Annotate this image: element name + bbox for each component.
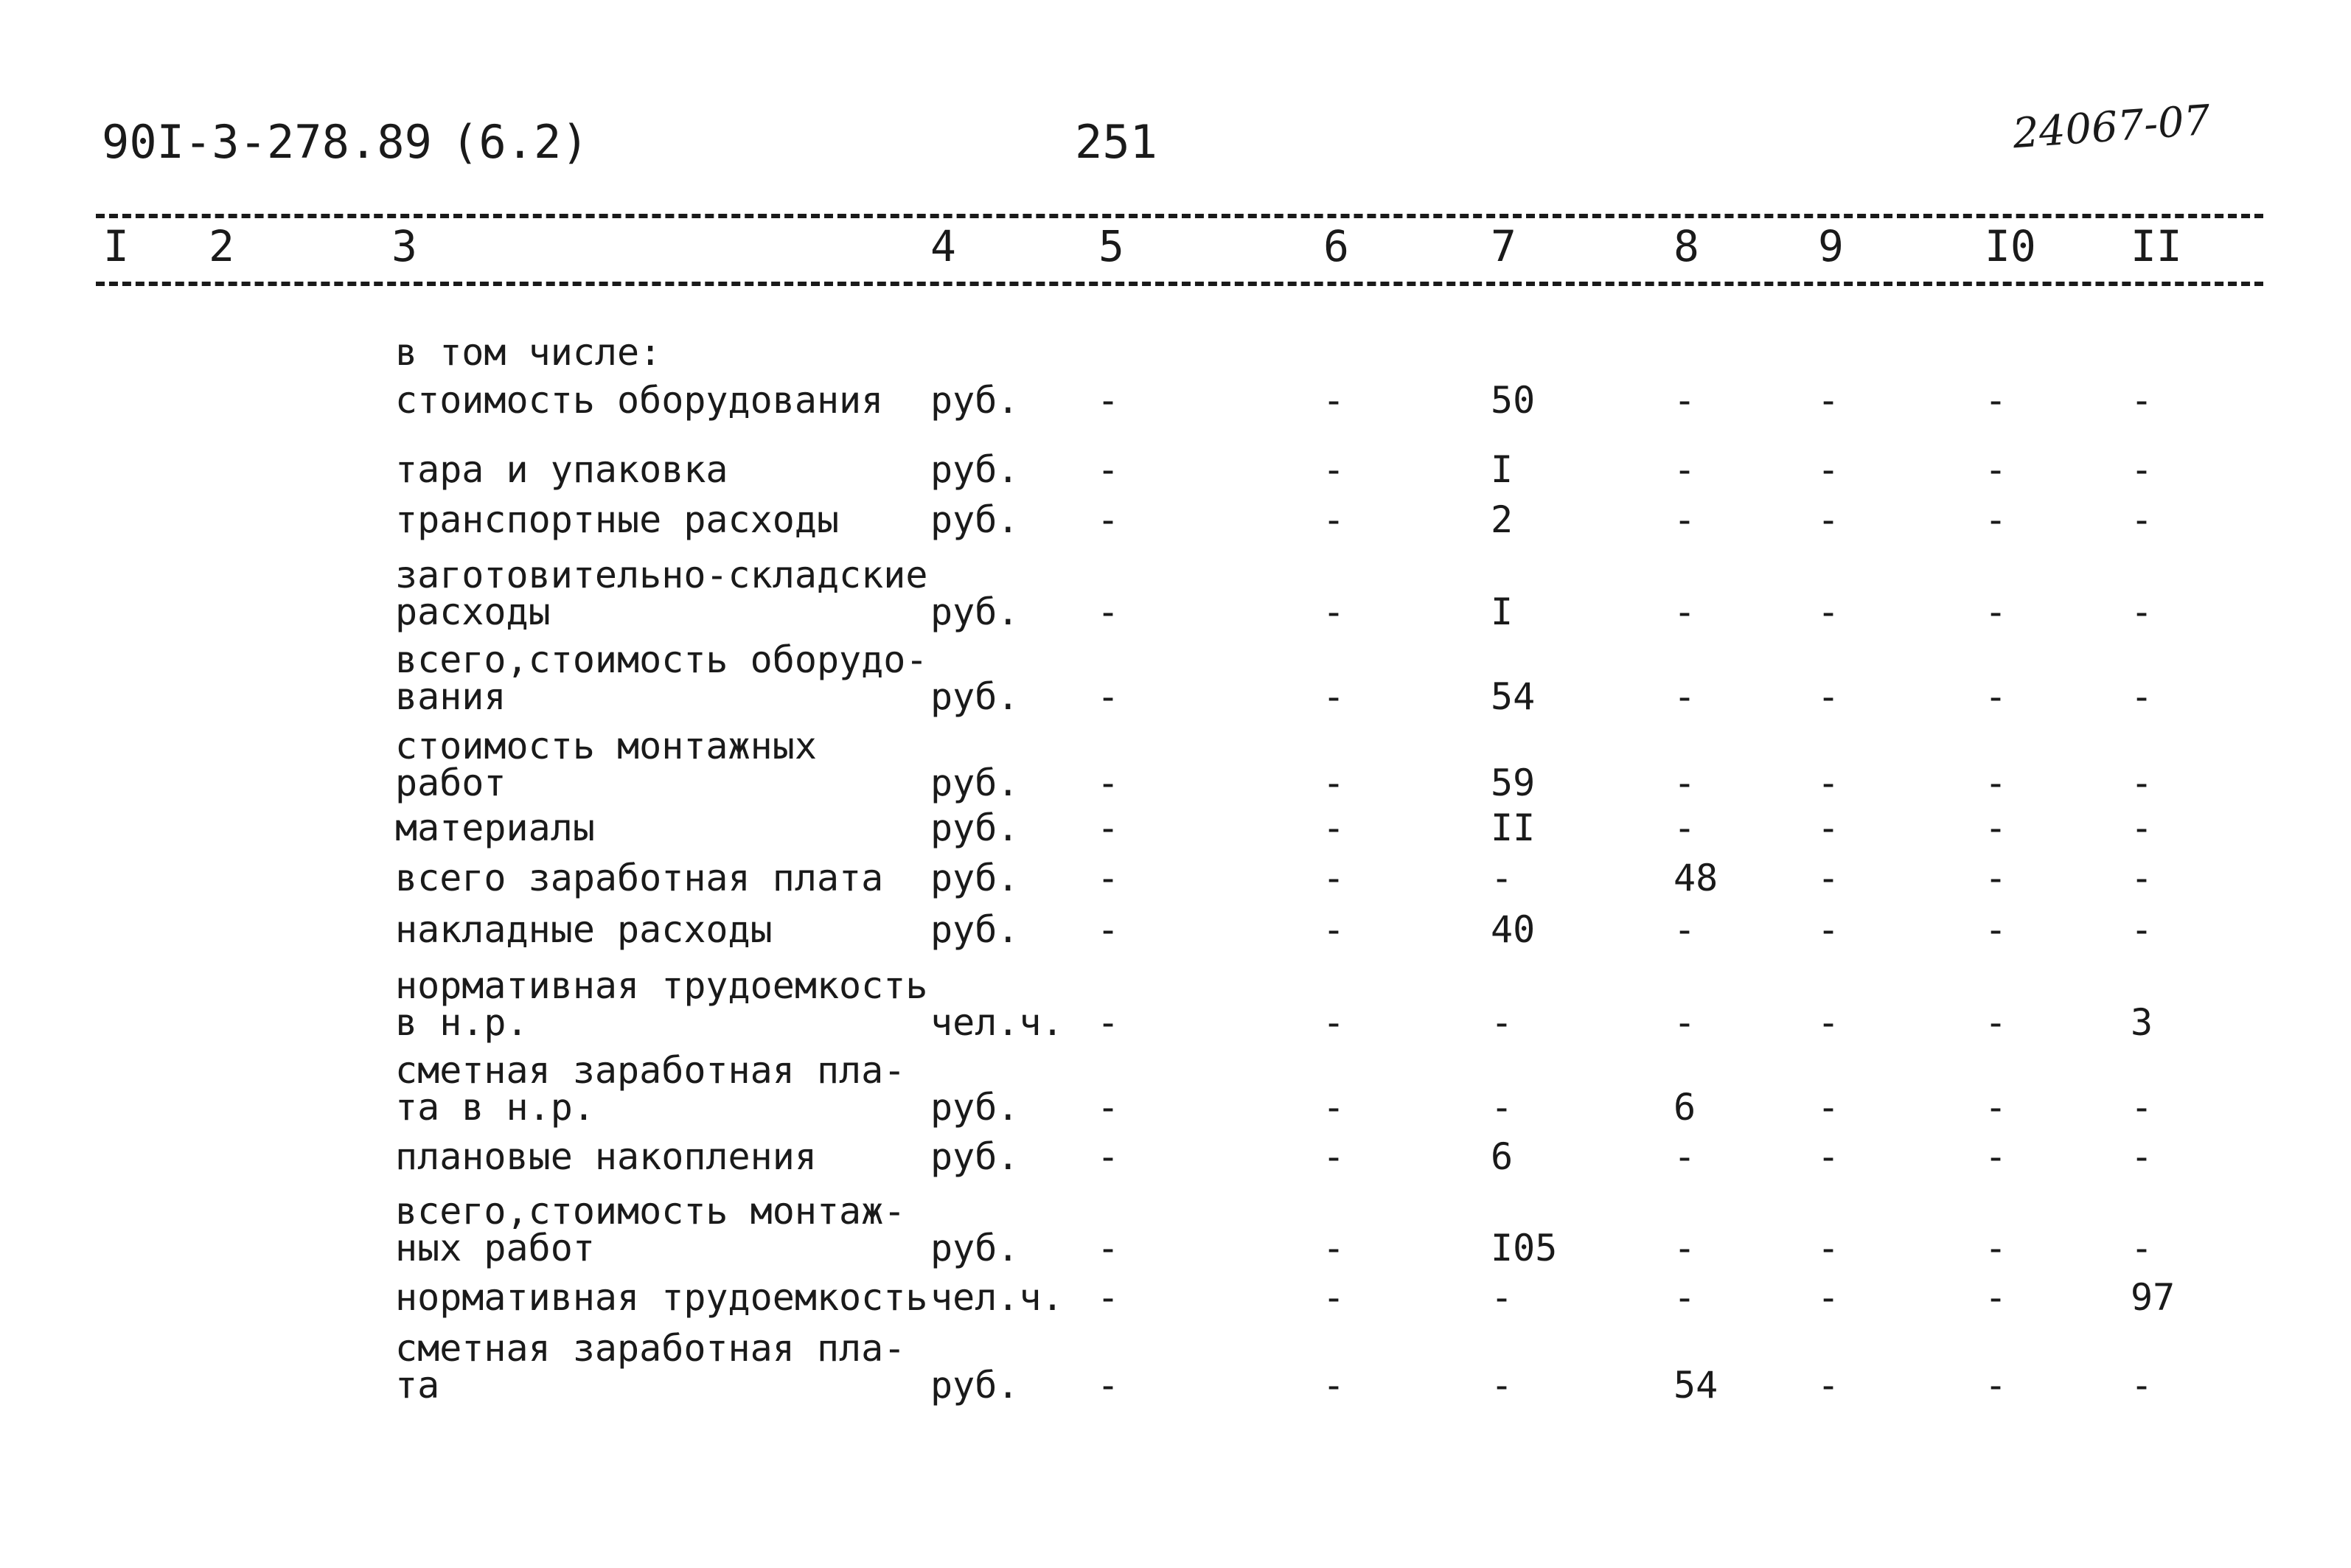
column-number-4: 4 <box>930 221 956 271</box>
value-cell-6: - <box>1323 675 1345 718</box>
value-cell-8: - <box>1673 590 1696 633</box>
unit-cell: руб. <box>930 806 1020 849</box>
value-cell-7: - <box>1491 857 1514 899</box>
column-number-1: I <box>103 221 129 271</box>
value-cell-7: 2 <box>1491 498 1514 541</box>
value-cell-8: - <box>1673 1001 1696 1044</box>
unit-cell: руб. <box>930 762 1020 804</box>
value-cell-7: - <box>1491 1086 1514 1129</box>
row-label <box>395 857 884 899</box>
value-cell-8: - <box>1673 908 1696 951</box>
value-cell-10: - <box>1985 1086 2007 1129</box>
value-cell-10: - <box>1985 1276 2007 1319</box>
value-cell-6: - <box>1323 857 1345 899</box>
row-label <box>395 806 595 849</box>
column-number-6: 6 <box>1323 221 1349 271</box>
handwritten-note: 24067-07 <box>2011 96 2212 158</box>
value-cell-6: - <box>1323 1001 1345 1044</box>
value-cell-10: - <box>1985 448 2007 491</box>
value-cell-8: 54 <box>1673 1364 1718 1407</box>
value-cell-8: - <box>1673 498 1696 541</box>
value-cell-10: - <box>1985 908 2007 951</box>
row-label-line: всего,стоимость монтаж- <box>395 1190 906 1233</box>
row-label <box>395 1276 928 1319</box>
row-label-line: та в н.р. <box>395 1086 595 1129</box>
value-cell-11: - <box>2131 1227 2153 1269</box>
row-label-line: всего заработная плата <box>395 857 884 899</box>
row-label-line: плановые накопления <box>395 1135 817 1178</box>
value-cell-11: - <box>2131 498 2153 541</box>
value-cell-9: - <box>1817 379 1840 422</box>
value-cell-8: - <box>1673 1135 1696 1178</box>
row-label-line: накладные расходы <box>395 908 773 951</box>
unit-cell: руб. <box>930 1086 1020 1129</box>
value-cell-10: - <box>1985 1227 2007 1269</box>
value-cell-9: - <box>1817 857 1840 899</box>
row-label-line: заготовительно-складские <box>395 554 928 596</box>
value-cell-7: - <box>1491 1364 1514 1407</box>
value-cell-9: - <box>1817 806 1840 849</box>
value-cell-6: - <box>1323 806 1345 849</box>
column-number-9: 9 <box>1818 221 1844 271</box>
value-cell-6: - <box>1323 498 1345 541</box>
row-label <box>395 448 728 491</box>
unit-cell: руб. <box>930 857 1020 899</box>
value-cell-11: - <box>2131 806 2153 849</box>
header-rule <box>96 282 2263 286</box>
row-label-line: нормативная трудоемкость <box>395 1276 928 1319</box>
top-rule <box>96 214 2263 218</box>
value-cell-9: - <box>1817 1135 1840 1178</box>
row-label-line: расходы <box>395 590 551 633</box>
row-label-line: в н.р. <box>395 1001 529 1044</box>
row-label <box>395 1190 906 1269</box>
row-label-line: работ <box>395 762 506 804</box>
row-label <box>395 498 840 541</box>
value-cell-6: - <box>1323 1276 1345 1319</box>
value-cell-7: - <box>1491 1276 1514 1319</box>
value-cell-5: - <box>1097 762 1120 804</box>
row-label <box>395 725 817 804</box>
unit-cell: руб. <box>930 908 1020 951</box>
row-label <box>395 1049 906 1129</box>
value-cell-8: - <box>1673 448 1696 491</box>
unit-cell: руб. <box>930 590 1020 633</box>
value-cell-10: - <box>1985 857 2007 899</box>
page-number: 251 <box>1075 115 1157 169</box>
value-cell-5: - <box>1097 448 1120 491</box>
unit-cell: руб. <box>930 675 1020 718</box>
row-label <box>395 1327 906 1407</box>
value-cell-10: - <box>1985 590 2007 633</box>
row-label-line: материалы <box>395 806 595 849</box>
value-cell-9: - <box>1817 498 1840 541</box>
value-cell-7: I <box>1491 448 1514 491</box>
row-label-line: ных работ <box>395 1227 595 1269</box>
value-cell-9: - <box>1817 908 1840 951</box>
value-cell-11: - <box>2131 675 2153 718</box>
value-cell-5: - <box>1097 590 1120 633</box>
column-number-2: 2 <box>209 221 234 271</box>
value-cell-11: - <box>2131 448 2153 491</box>
value-cell-9: - <box>1817 590 1840 633</box>
column-number-7: 7 <box>1491 221 1516 271</box>
value-cell-7: 50 <box>1491 379 1536 422</box>
value-cell-5: - <box>1097 1135 1120 1178</box>
value-cell-8: - <box>1673 675 1696 718</box>
unit-cell: руб. <box>930 1135 1020 1178</box>
value-cell-8: - <box>1673 806 1696 849</box>
value-cell-5: - <box>1097 806 1120 849</box>
value-cell-5: - <box>1097 379 1120 422</box>
value-cell-5: - <box>1097 498 1120 541</box>
value-cell-8: - <box>1673 1276 1696 1319</box>
column-number-11: II <box>2131 221 2182 271</box>
unit-cell: руб. <box>930 1227 1020 1269</box>
value-cell-7: I05 <box>1491 1227 1558 1269</box>
value-cell-9: - <box>1817 675 1840 718</box>
value-cell-11: - <box>2131 590 2153 633</box>
value-cell-8: - <box>1673 1227 1696 1269</box>
value-cell-5: - <box>1097 1086 1120 1129</box>
row-label-line: сметная заработная пла- <box>395 1327 906 1370</box>
row-label <box>395 908 773 951</box>
intro-label: в том числе: <box>395 331 662 374</box>
value-cell-5: - <box>1097 1276 1120 1319</box>
value-cell-6: - <box>1323 590 1345 633</box>
value-cell-10: - <box>1985 675 2007 718</box>
value-cell-5: - <box>1097 1227 1120 1269</box>
value-cell-11: - <box>2131 1364 2153 1407</box>
unit-cell: руб. <box>930 498 1020 541</box>
row-label <box>395 379 884 422</box>
row-label-line: та <box>395 1364 440 1407</box>
value-cell-6: - <box>1323 762 1345 804</box>
row-label-line: нормативная трудоемкость <box>395 964 928 1007</box>
value-cell-9: - <box>1817 448 1840 491</box>
value-cell-10: - <box>1985 1001 2007 1044</box>
value-cell-5: - <box>1097 1364 1120 1407</box>
value-cell-7: 59 <box>1491 762 1536 804</box>
value-cell-11: - <box>2131 1135 2153 1178</box>
value-cell-6: - <box>1323 1135 1345 1178</box>
value-cell-10: - <box>1985 1364 2007 1407</box>
row-label-line: транспортные расходы <box>395 498 840 541</box>
value-cell-7: 6 <box>1491 1135 1514 1178</box>
value-cell-11: - <box>2131 762 2153 804</box>
row-label-line: стоимость монтажных <box>395 725 817 767</box>
row-label <box>395 638 928 718</box>
row-label-line: всего,стоимость оборудо- <box>395 638 928 681</box>
row-label <box>395 1135 817 1178</box>
value-cell-10: - <box>1985 498 2007 541</box>
value-cell-6: - <box>1323 1364 1345 1407</box>
value-cell-6: - <box>1323 1086 1345 1129</box>
value-cell-5: - <box>1097 857 1120 899</box>
value-cell-9: - <box>1817 1086 1840 1129</box>
row-label <box>395 554 928 633</box>
unit-cell: руб. <box>930 379 1020 422</box>
value-cell-11: - <box>2131 908 2153 951</box>
value-cell-6: - <box>1323 448 1345 491</box>
value-cell-11: - <box>2131 379 2153 422</box>
value-cell-7: - <box>1491 1001 1514 1044</box>
value-cell-10: - <box>1985 806 2007 849</box>
value-cell-11: 3 <box>2131 1001 2153 1044</box>
value-cell-8: 6 <box>1673 1086 1696 1129</box>
value-cell-8: 48 <box>1673 857 1718 899</box>
value-cell-5: - <box>1097 675 1120 718</box>
value-cell-7: 40 <box>1491 908 1536 951</box>
section-number: (6.2) <box>451 115 589 169</box>
unit-cell: чел.ч. <box>930 1001 1064 1044</box>
column-number-10: I0 <box>1985 221 2036 271</box>
row-label-line: стоимость оборудования <box>395 379 884 422</box>
value-cell-5: - <box>1097 908 1120 951</box>
value-cell-9: - <box>1817 1364 1840 1407</box>
value-cell-9: - <box>1817 1001 1840 1044</box>
column-number-3: 3 <box>391 221 417 271</box>
column-number-8: 8 <box>1673 221 1699 271</box>
value-cell-7: II <box>1491 806 1536 849</box>
unit-cell: руб. <box>930 1364 1020 1407</box>
value-cell-9: - <box>1817 1276 1840 1319</box>
value-cell-7: I <box>1491 590 1514 633</box>
value-cell-9: - <box>1817 762 1840 804</box>
column-number-5: 5 <box>1098 221 1124 271</box>
value-cell-8: - <box>1673 379 1696 422</box>
row-label-line: сметная заработная пла- <box>395 1049 906 1092</box>
document-code: 90I-3-278.89 <box>102 115 432 169</box>
row-label-line: вания <box>395 675 506 718</box>
row-label <box>395 964 928 1044</box>
value-cell-10: - <box>1985 762 2007 804</box>
unit-cell: чел.ч. <box>930 1276 1064 1319</box>
row-label-line: тара и упаковка <box>395 448 728 491</box>
value-cell-11: - <box>2131 1086 2153 1129</box>
value-cell-9: - <box>1817 1227 1840 1269</box>
value-cell-10: - <box>1985 379 2007 422</box>
value-cell-11: 97 <box>2131 1276 2176 1319</box>
value-cell-10: - <box>1985 1135 2007 1178</box>
value-cell-7: 54 <box>1491 675 1536 718</box>
value-cell-6: - <box>1323 908 1345 951</box>
value-cell-6: - <box>1323 1227 1345 1269</box>
value-cell-8: - <box>1673 762 1696 804</box>
unit-cell: руб. <box>930 448 1020 491</box>
value-cell-11: - <box>2131 857 2153 899</box>
value-cell-6: - <box>1323 379 1345 422</box>
value-cell-5: - <box>1097 1001 1120 1044</box>
